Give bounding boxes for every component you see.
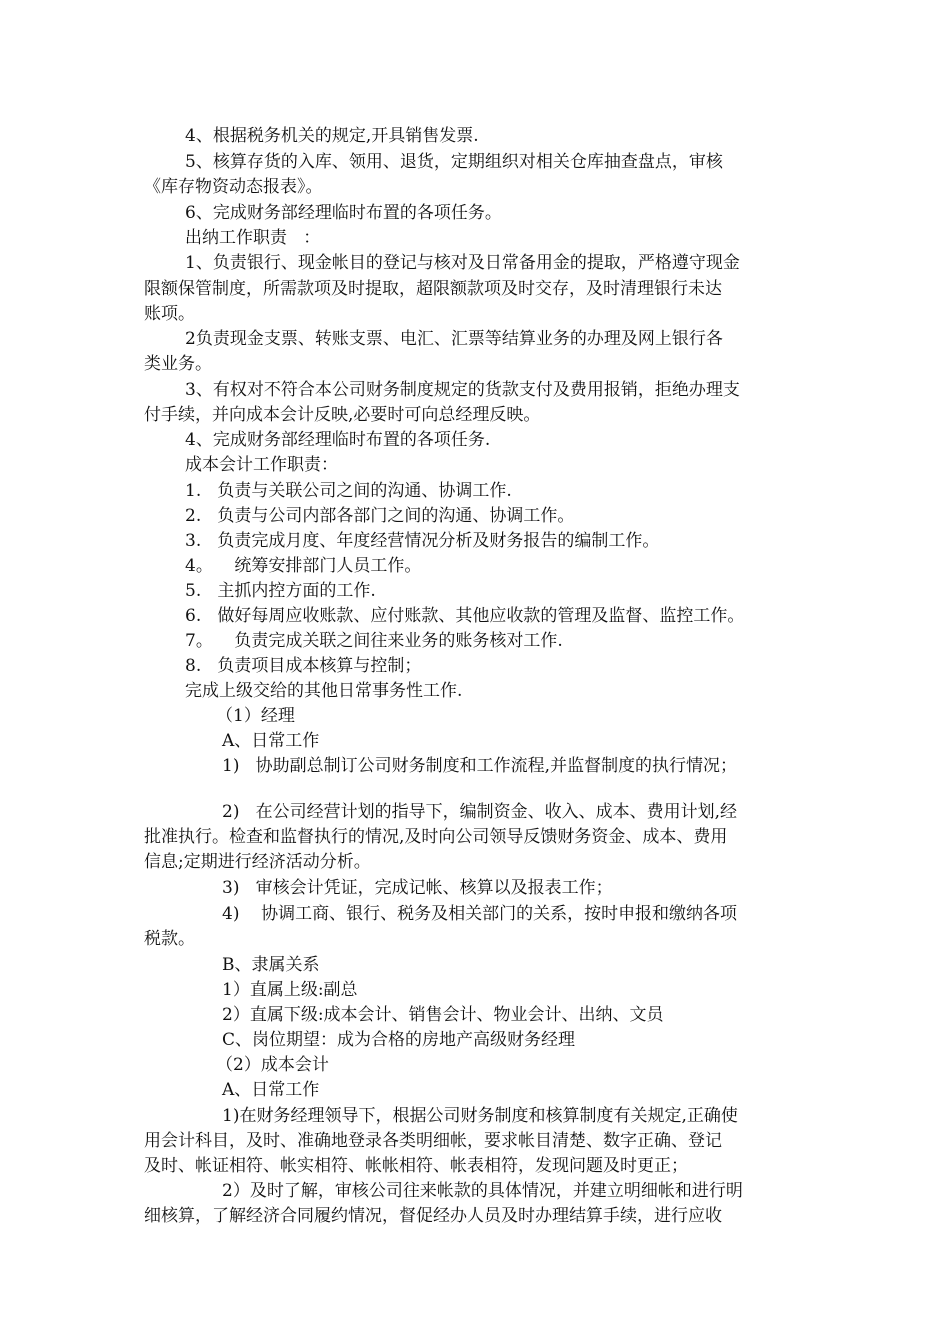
list-item: 7。 负责完成关联之间往来业务的账务核对工作. bbox=[185, 631, 563, 651]
list-item: 6. 做好每周应收账款、应付账款、其他应收款的管理及监督、监控工作。 bbox=[185, 606, 745, 626]
text-line: 税款。 bbox=[144, 929, 195, 949]
text-line: 类业务。 bbox=[144, 354, 212, 374]
list-item: 3. 负责完成月度、年度经营情况分析及财务报告的编制工作。 bbox=[185, 531, 660, 551]
subsection-heading: B、隶属关系 bbox=[222, 955, 320, 975]
list-item: 1)在财务经理领导下，根据公司财务制度和核算制度有关规定,正确使 bbox=[222, 1106, 738, 1126]
text-line: 4、根据税务机关的规定,开具销售发票. bbox=[185, 126, 479, 146]
list-item: 1）直属上级:副总 bbox=[222, 980, 358, 1000]
text-line: 限额保管制度，所需款项及时提取，超限额款项及时交存，及时清理银行未达 bbox=[144, 279, 722, 299]
list-item: 8. 负责项目成本核算与控制； bbox=[185, 656, 422, 676]
list-item: 2）直属下级:成本会计、销售会计、物业会计、出纳、文员 bbox=[222, 1005, 664, 1025]
list-item: 5. 主抓内控方面的工作. bbox=[185, 581, 376, 601]
list-item: 2) 在公司经营计划的指导下，编制资金、收入、成本、费用计划,经 bbox=[222, 802, 738, 822]
text-line: 6、完成财务部经理临时布置的各项任务。 bbox=[185, 203, 502, 223]
section-heading: 出纳工作职责 ： bbox=[185, 228, 321, 248]
subsection-heading: A、日常工作 bbox=[222, 731, 320, 751]
text-line: 用会计科目，及时、准确地登录各类明细帐，要求帐目清楚、数字正确、登记 bbox=[144, 1131, 722, 1151]
text-line: 2负责现金支票、转账支票、电汇、汇票等结算业务的办理及网上银行各 bbox=[185, 329, 723, 349]
text-line: 5、核算存货的入库、领用、退货，定期组织对相关仓库抽查盘点，审核 bbox=[185, 152, 723, 172]
text-line: 批准执行。检查和监督执行的情况,及时向公司领导反馈财务资金、成本、费用 bbox=[144, 827, 728, 847]
list-item: 3) 审核会计凭证，完成记帐、核算以及报表工作； bbox=[222, 878, 613, 898]
section-heading: 成本会计工作职责： bbox=[185, 455, 338, 475]
text-line: 付手续，并向成本会计反映,必要时可向总经理反映。 bbox=[144, 405, 541, 425]
list-item: 1. 负责与关联公司之间的沟通、协调工作. bbox=[185, 481, 512, 501]
text-line: 4、完成财务部经理临时布置的各项任务. bbox=[185, 430, 491, 450]
subsection-heading: （2）成本会计 bbox=[216, 1055, 329, 1075]
text-line: 完成上级交给的其他日常事务性工作. bbox=[185, 681, 463, 701]
list-item: 2. 负责与公司内部各部门之间的沟通、协调工作。 bbox=[185, 506, 575, 526]
subsection-heading: C、岗位期望：成为合格的房地产高级财务经理 bbox=[222, 1030, 576, 1050]
text-line: 《库存物资动态报表》。 bbox=[144, 177, 323, 197]
subsection-heading: （1）经理 bbox=[216, 706, 295, 726]
list-item: 2）及时了解，审核公司往来帐款的具体情况，并建立明细帐和进行明 bbox=[222, 1181, 743, 1201]
list-item: 1) 协助副总制订公司财务制度和工作流程,并监督制度的执行情况； bbox=[222, 756, 738, 776]
text-line: 1、负责银行、现金帐目的登记与核对及日常备用金的提取，严格遵守现金 bbox=[185, 253, 740, 273]
list-item: 4。 统筹安排部门人员工作。 bbox=[185, 556, 422, 576]
text-line: 信息;定期进行经济活动分析。 bbox=[144, 852, 371, 872]
text-line: 3、有权对不符合本公司财务制度规定的货款支付及费用报销，拒绝办理支 bbox=[185, 380, 740, 400]
list-item: 4) 协调工商、银行、税务及相关部门的关系，按时申报和缴纳各项 bbox=[222, 904, 738, 924]
text-line: 账项。 bbox=[144, 304, 195, 324]
subsection-heading: A、日常工作 bbox=[222, 1080, 320, 1100]
text-line: 细核算，了解经济合同履约情况，督促经办人员及时办理结算手续，进行应收 bbox=[144, 1206, 722, 1226]
text-line: 及时、帐证相符、帐实相符、帐帐相符、帐表相符，发现问题及时更正； bbox=[144, 1156, 688, 1176]
